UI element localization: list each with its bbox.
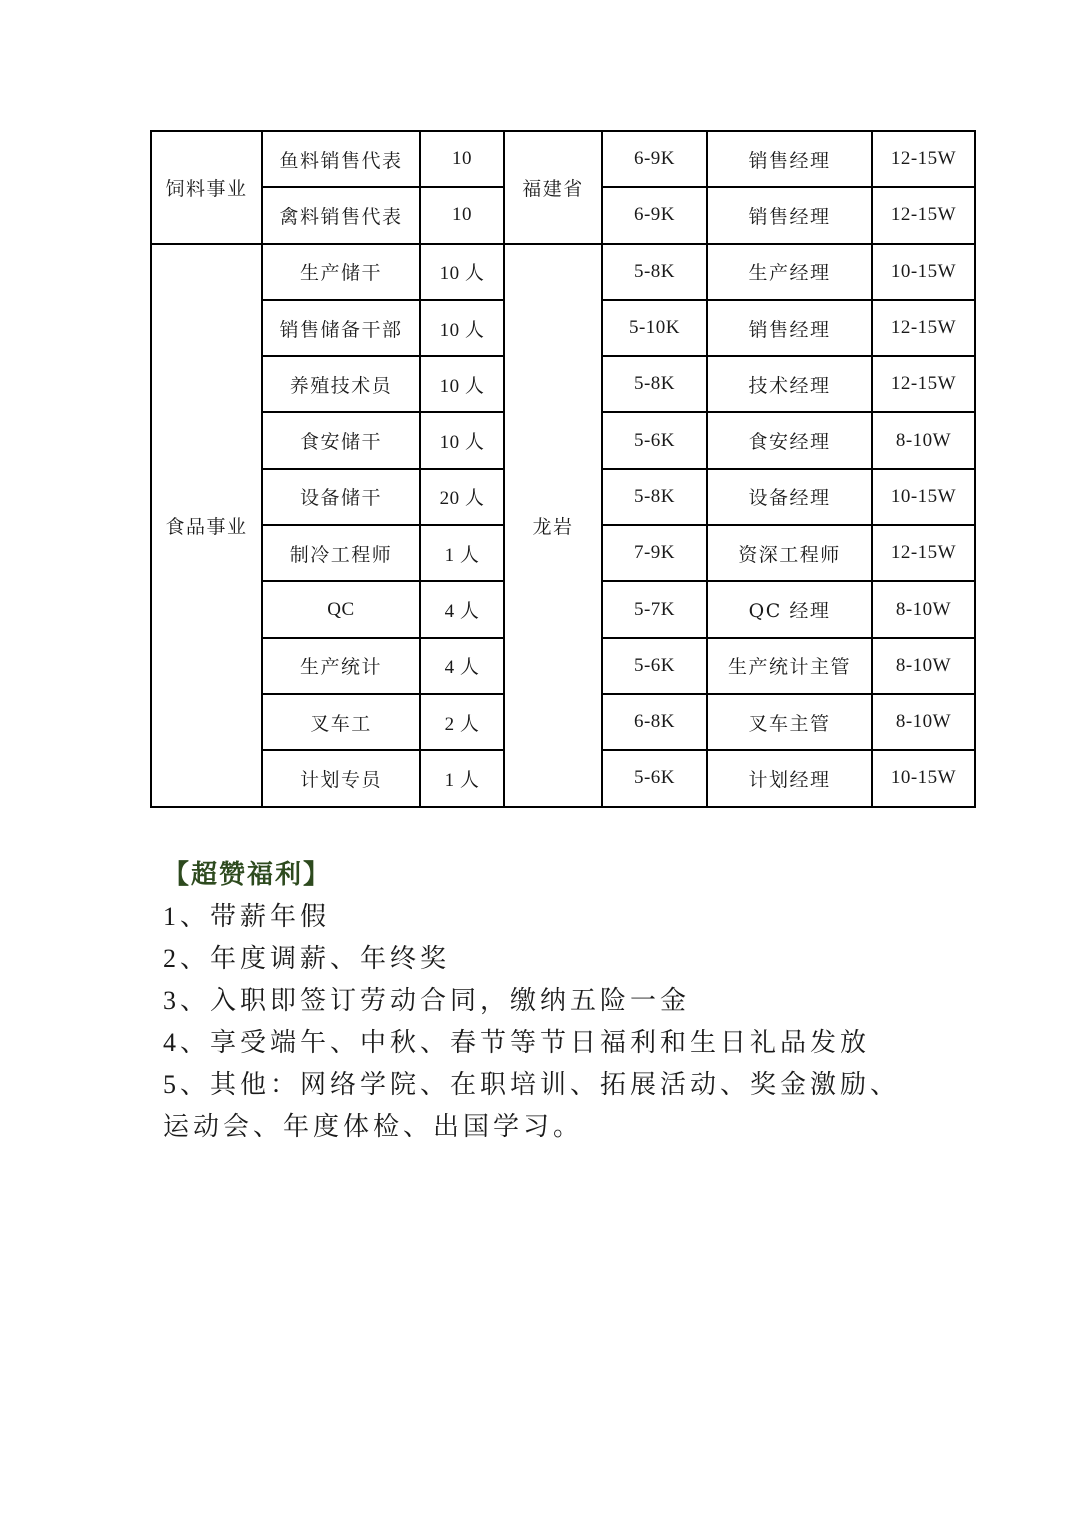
promotion-cell: 计划经理	[707, 750, 872, 806]
salary-cell: 5-6K	[602, 638, 707, 694]
position-cell: QC	[262, 581, 420, 637]
benefit-item	[163, 1064, 923, 1148]
promotion-cell: 技术经理	[707, 356, 872, 412]
promotion-cell: QC 经理	[707, 581, 872, 637]
promotion-cell: 销售经理	[707, 131, 872, 187]
benefit-item	[163, 1022, 923, 1064]
promotion-cell: 资深工程师	[707, 525, 872, 581]
benefit-text: 、入职即签订劳动合同，缴纳五险一金	[180, 986, 691, 1016]
table-row	[151, 131, 975, 187]
salary-cell: 7-9K	[602, 525, 707, 581]
headcount-cell: 10 人	[420, 244, 504, 300]
promotion-cell: 销售经理	[707, 300, 872, 356]
promotion-salary-cell: 8-10W	[872, 638, 975, 694]
salary-cell: 6-9K	[602, 131, 707, 187]
salary-cell: 5-8K	[602, 469, 707, 525]
position-cell: 销售储备干部	[262, 300, 420, 356]
benefit-number: 5	[163, 1070, 180, 1099]
promotion-salary-cell: 8-10W	[872, 694, 975, 750]
promotion-salary-cell: 8-10W	[872, 412, 975, 468]
division-cell: 饲料事业	[151, 131, 262, 244]
benefit-item	[163, 896, 923, 938]
headcount-cell: 10	[420, 187, 504, 243]
location-cell: 龙岩	[504, 244, 602, 807]
division-cell: 食品事业	[151, 244, 262, 807]
promotion-salary-cell: 10-15W	[872, 244, 975, 300]
headcount-cell: 10	[420, 131, 504, 187]
position-cell: 生产储干	[262, 244, 420, 300]
position-cell: 计划专员	[262, 750, 420, 806]
benefit-list	[163, 896, 923, 1148]
promotion-salary-cell: 12-15W	[872, 300, 975, 356]
benefits-section	[163, 854, 923, 1148]
promotion-cell: 销售经理	[707, 187, 872, 243]
promotion-cell: 设备经理	[707, 469, 872, 525]
salary-cell: 5-7K	[602, 581, 707, 637]
benefit-number: 4	[163, 1028, 180, 1057]
salary-cell: 5-6K	[602, 750, 707, 806]
position-cell: 生产统计	[262, 638, 420, 694]
headcount-cell: 4 人	[420, 581, 504, 637]
location-cell: 福建省	[504, 131, 602, 244]
position-cell: 鱼料销售代表	[262, 131, 420, 187]
position-cell: 叉车工	[262, 694, 420, 750]
headcount-cell: 1 人	[420, 525, 504, 581]
promotion-cell: 生产统计主管	[707, 638, 872, 694]
salary-cell: 5-10K	[602, 300, 707, 356]
promotion-salary-cell: 12-15W	[872, 525, 975, 581]
headcount-cell: 10 人	[420, 356, 504, 412]
promotion-salary-cell: 12-15W	[872, 187, 975, 243]
promotion-cell: 叉车主管	[707, 694, 872, 750]
position-cell: 设备储干	[262, 469, 420, 525]
benefit-text: 、年度调薪、年终奖	[180, 944, 451, 974]
promotion-salary-cell: 12-15W	[872, 131, 975, 187]
promotion-salary-cell: 10-15W	[872, 750, 975, 806]
job-table	[150, 130, 976, 808]
headcount-cell: 20 人	[420, 469, 504, 525]
promotion-salary-cell: 10-15W	[872, 469, 975, 525]
salary-cell: 6-8K	[602, 694, 707, 750]
salary-cell: 5-6K	[602, 412, 707, 468]
benefit-number: 2	[163, 944, 180, 973]
headcount-cell: 4 人	[420, 638, 504, 694]
headcount-cell: 2 人	[420, 694, 504, 750]
promotion-cell: 生产经理	[707, 244, 872, 300]
table-row	[151, 244, 975, 300]
position-cell: 养殖技术员	[262, 356, 420, 412]
benefit-item	[163, 938, 923, 980]
position-cell: 制冷工程师	[262, 525, 420, 581]
salary-cell: 6-9K	[602, 187, 707, 243]
headcount-cell: 1 人	[420, 750, 504, 806]
position-cell: 禽料销售代表	[262, 187, 420, 243]
salary-cell: 5-8K	[602, 244, 707, 300]
promotion-cell: 食安经理	[707, 412, 872, 468]
headcount-cell: 10 人	[420, 300, 504, 356]
headcount-cell: 10 人	[420, 412, 504, 468]
position-cell: 食安储干	[262, 412, 420, 468]
benefits-title: 【超赞福利】	[163, 860, 332, 890]
benefit-text: 、带薪年假	[180, 902, 331, 932]
promotion-salary-cell: 8-10W	[872, 581, 975, 637]
benefit-text: 、其他：网络学院、在职培训、拓展活动、奖金激励、运动会、年度体检、出国学习。	[163, 1070, 901, 1142]
promotion-salary-cell: 12-15W	[872, 356, 975, 412]
salary-cell: 5-8K	[602, 356, 707, 412]
benefit-item	[163, 980, 923, 1022]
benefit-number: 3	[163, 986, 180, 1015]
benefit-number: 1	[163, 902, 180, 931]
table-body	[151, 131, 975, 807]
benefit-text: 、享受端午、中秋、春节等节日福利和生日礼品发放	[180, 1028, 871, 1058]
